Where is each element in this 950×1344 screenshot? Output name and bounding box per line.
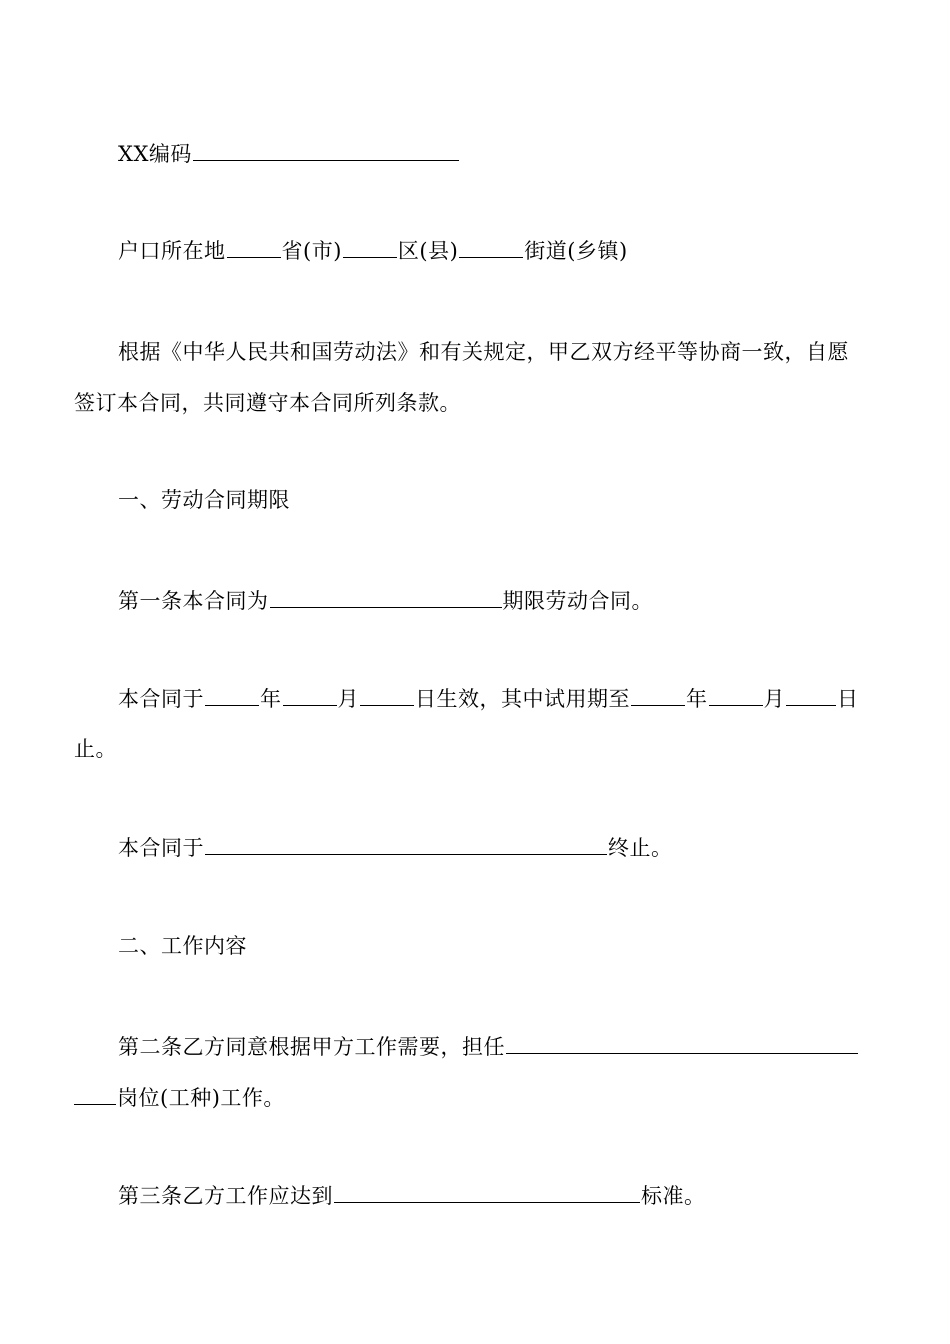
intro-text-1: 根据《中华人民共和国劳动法》和有关规定，甲乙双方经平等协商一致，自愿 — [118, 340, 849, 364]
position-blank — [506, 1031, 858, 1054]
article-1-line — [74, 578, 922, 624]
start-year-blank — [205, 683, 259, 706]
section-2-title-text: 二、工作内容 — [118, 934, 247, 958]
province-label: 省(市) — [281, 239, 342, 263]
start-day-blank — [360, 683, 414, 706]
hukou-label: 户口所在地 — [118, 239, 226, 263]
position-blank-cont — [74, 1082, 116, 1105]
article-3-line — [74, 1173, 922, 1219]
effective-end-text: 止。 — [74, 737, 117, 761]
termination-line — [74, 825, 922, 871]
effective-line-1 — [74, 676, 922, 722]
probation-year-blank — [631, 683, 685, 706]
effective-line-2 — [74, 726, 878, 772]
district-label: 区(县) — [397, 239, 459, 263]
probation-month-blank — [709, 683, 763, 706]
year2-label: 年 — [686, 687, 708, 711]
effective-prefix: 本合同于 — [118, 687, 204, 711]
standard-blank — [334, 1180, 640, 1203]
intro-line-2 — [74, 380, 878, 426]
street-blank — [459, 235, 523, 258]
month2-label: 月 — [763, 687, 785, 711]
probation-day-blank — [786, 683, 836, 706]
article-3-suffix: 标准。 — [641, 1184, 706, 1208]
termination-suffix: 终止。 — [608, 836, 673, 860]
street-label: 街道(乡镇) — [524, 239, 628, 263]
intro-line-1 — [74, 329, 922, 375]
start-month-blank — [283, 683, 337, 706]
section-1-title — [74, 477, 922, 523]
article-3-prefix: 第三条乙方工作应达到 — [118, 1184, 333, 1208]
month-label: 月 — [337, 687, 359, 711]
province-blank — [227, 235, 281, 258]
contract-term-blank — [270, 585, 502, 608]
district-blank — [343, 235, 397, 258]
section-2-title — [74, 923, 922, 969]
article-2-prefix: 第二条乙方同意根据甲方工作需要，担任 — [118, 1035, 505, 1059]
effective-day-text: 日生效，其中试用期至 — [415, 687, 630, 711]
code-blank — [193, 138, 459, 161]
termination-blank — [205, 832, 607, 855]
hukou-line — [74, 228, 922, 274]
year-label: 年 — [260, 687, 282, 711]
article-2-suffix: 岗位(工种)工作。 — [117, 1086, 285, 1110]
termination-prefix: 本合同于 — [118, 836, 204, 860]
article-2-line-1 — [74, 1024, 922, 1070]
code-line — [74, 131, 922, 177]
article-1-suffix: 期限劳动合同。 — [502, 589, 653, 613]
code-label: XX编码 — [118, 142, 192, 166]
day2-label: 日 — [837, 687, 859, 711]
section-1-title-text: 一、劳动合同期限 — [118, 488, 290, 512]
article-1-prefix: 第一条本合同为 — [118, 589, 269, 613]
intro-text-2: 签订本合同，共同遵守本合同所列条款。 — [74, 391, 461, 415]
article-2-line-2 — [74, 1075, 878, 1121]
